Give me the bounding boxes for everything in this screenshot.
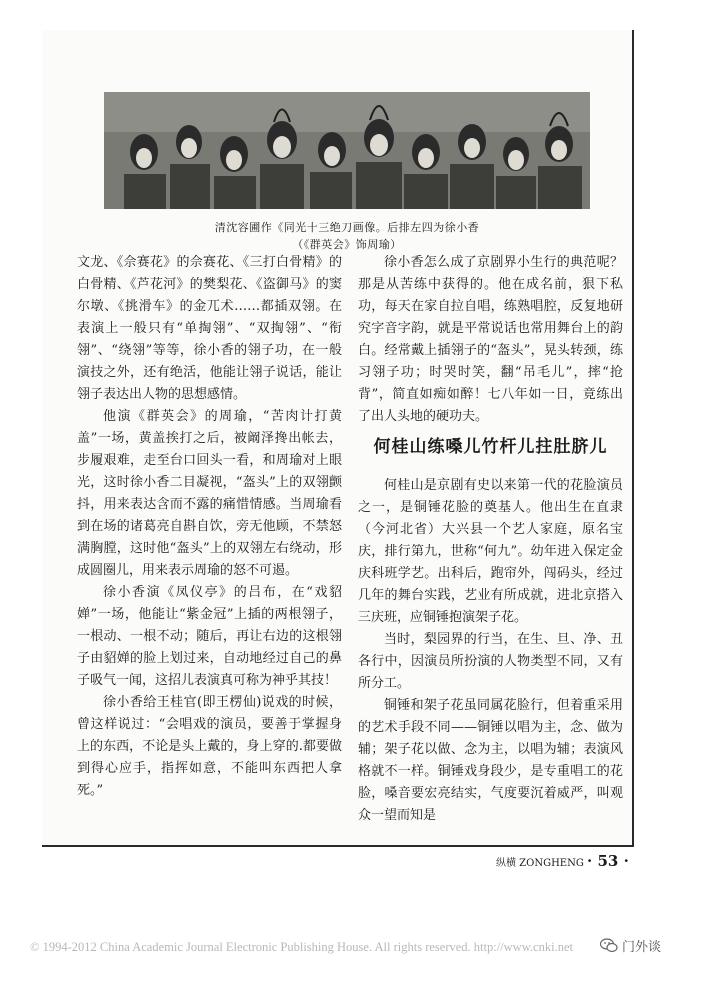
paragraph: 徐小香演《凤仪亭》的吕布，在“戏貂婵”一场，他能让“紫金冠”上插的两根翎子，一根动、一根不动；随后，再让右边的这根翎子由貂婵的脸上划过来，自动地经过自己的鼻子吸气一闻，这招儿表演真可称为神乎其技！: [77, 585, 342, 688]
right-column-top: [358, 252, 623, 428]
page-number: 53: [597, 852, 619, 870]
magazine-name: 纵横 ZONGHENG: [496, 858, 584, 869]
wechat-watermark: [600, 936, 661, 955]
left-column: [77, 252, 342, 802]
group-portrait-painting: [104, 92, 590, 209]
paragraph: 当时，梨园界的行当，在生、旦、净、丑各行中，因演员所扮演的人物类型不同，又有所分工。: [358, 632, 623, 691]
page-footer: 纵横 ZONGHENG · 53 ·: [496, 852, 629, 870]
photo-caption: [104, 219, 590, 253]
paragraph: 文龙、《佘赛花》的佘赛花、《三打白骨精》的白骨精、《芦花河》的樊梨花、《盗御马》的窦尔墩、《挑滑车》的金兀术……都插双翎。在表演上一般只有“单掏翎”、“双掏翎”、“衔翎”、“绕翎”等等，徐小香的翎子功，在一般演技之外，还有绝活，他能让翎子说话，能让翎子表达出人物的思想感情。: [77, 255, 342, 402]
paragraph: 徐小香怎么成了京剧界小生行的典范呢？那是从苦练中获得的。他在成名前，狠下私功，每天在家自拉自唱，练熟唱腔，反复地研究字音字韵，就是平常说话也常用舞台上的韵白。经常戴上插翎子的“盔头”，晃头转颈，练习翎子功；时哭时笑，翻“吊毛儿”，摔“抢背”，简直如痴如醉！七八年如一日，竟练出了出人头地的硬功夫。: [358, 255, 623, 424]
copyright-notice: © 1994-2012 China Academic Journal Electronic Publishing House. All rights reserved. http://www.cnki.net: [30, 940, 573, 954]
paragraph: 何桂山是京剧有史以来第一代的花脸演员之一，是铜锤花脸的奠基人。他出生在直隶（今河北省）大兴县一个艺人家庭，原名宝庆，排行第九，世称“何九”。幼年进入保定金庆科班学艺。出科后，跑帘外，闯码头，经过几年的舞台实践，艺业有所成就，进北京搭入三庆班，应铜锤抱演架子花。: [358, 478, 623, 625]
right-column-bottom: [358, 475, 623, 827]
paragraph: 他演《群英会》的周瑜，“苦肉计打黄盖”一场，黄盖挨打之后，被阚泽搀出帐去，步履艰难，走至台口回头一看，和周瑜对上眼光，这时徐小香二目凝视，“盔头”上的双翎颤抖，用来表达含而不露的痛惜情感。当周瑜看到在场的诸葛亮自斟自饮，旁无他顾，不禁怒满胸膛，这时他“盔头”上的双翎左右绕动，形成圆圈儿，用来表示周瑜的怒不可遏。: [77, 409, 342, 578]
paragraph: 铜锤和架子花虽同属花脸行，但着重采用的艺术手段不同——铜锤以唱为主，念、做为辅；架子花以做、念为主，以唱为辅；表演风格就不一样。铜锤戏身段少，是专重唱工的花脸，嗓音要宏亮结实，气度要沉着威严，叫观众一望而知是: [358, 698, 623, 823]
watermark-label: 门外谈: [622, 940, 662, 955]
caption-line-2: （《群英会》饰周瑜）: [292, 238, 402, 251]
caption-line-1: 清沈容圃作《同光十三绝刀画像。后排左四为徐小香: [214, 221, 480, 234]
wechat-icon: [600, 938, 618, 953]
section-heading: 何桂山练嗓儿竹杆儿拄肚脐儿: [373, 437, 608, 457]
portrait-illustration: [104, 92, 590, 209]
paragraph: 徐小香给王桂官(即王楞仙)说戏的时候，曾这样说过：“会唱戏的演员，要善于掌握身上的东西，不论是头上戴的，身上穿的.都要做到得心应手，指挥如意，不能叫东西把人拿死。”: [77, 695, 342, 798]
